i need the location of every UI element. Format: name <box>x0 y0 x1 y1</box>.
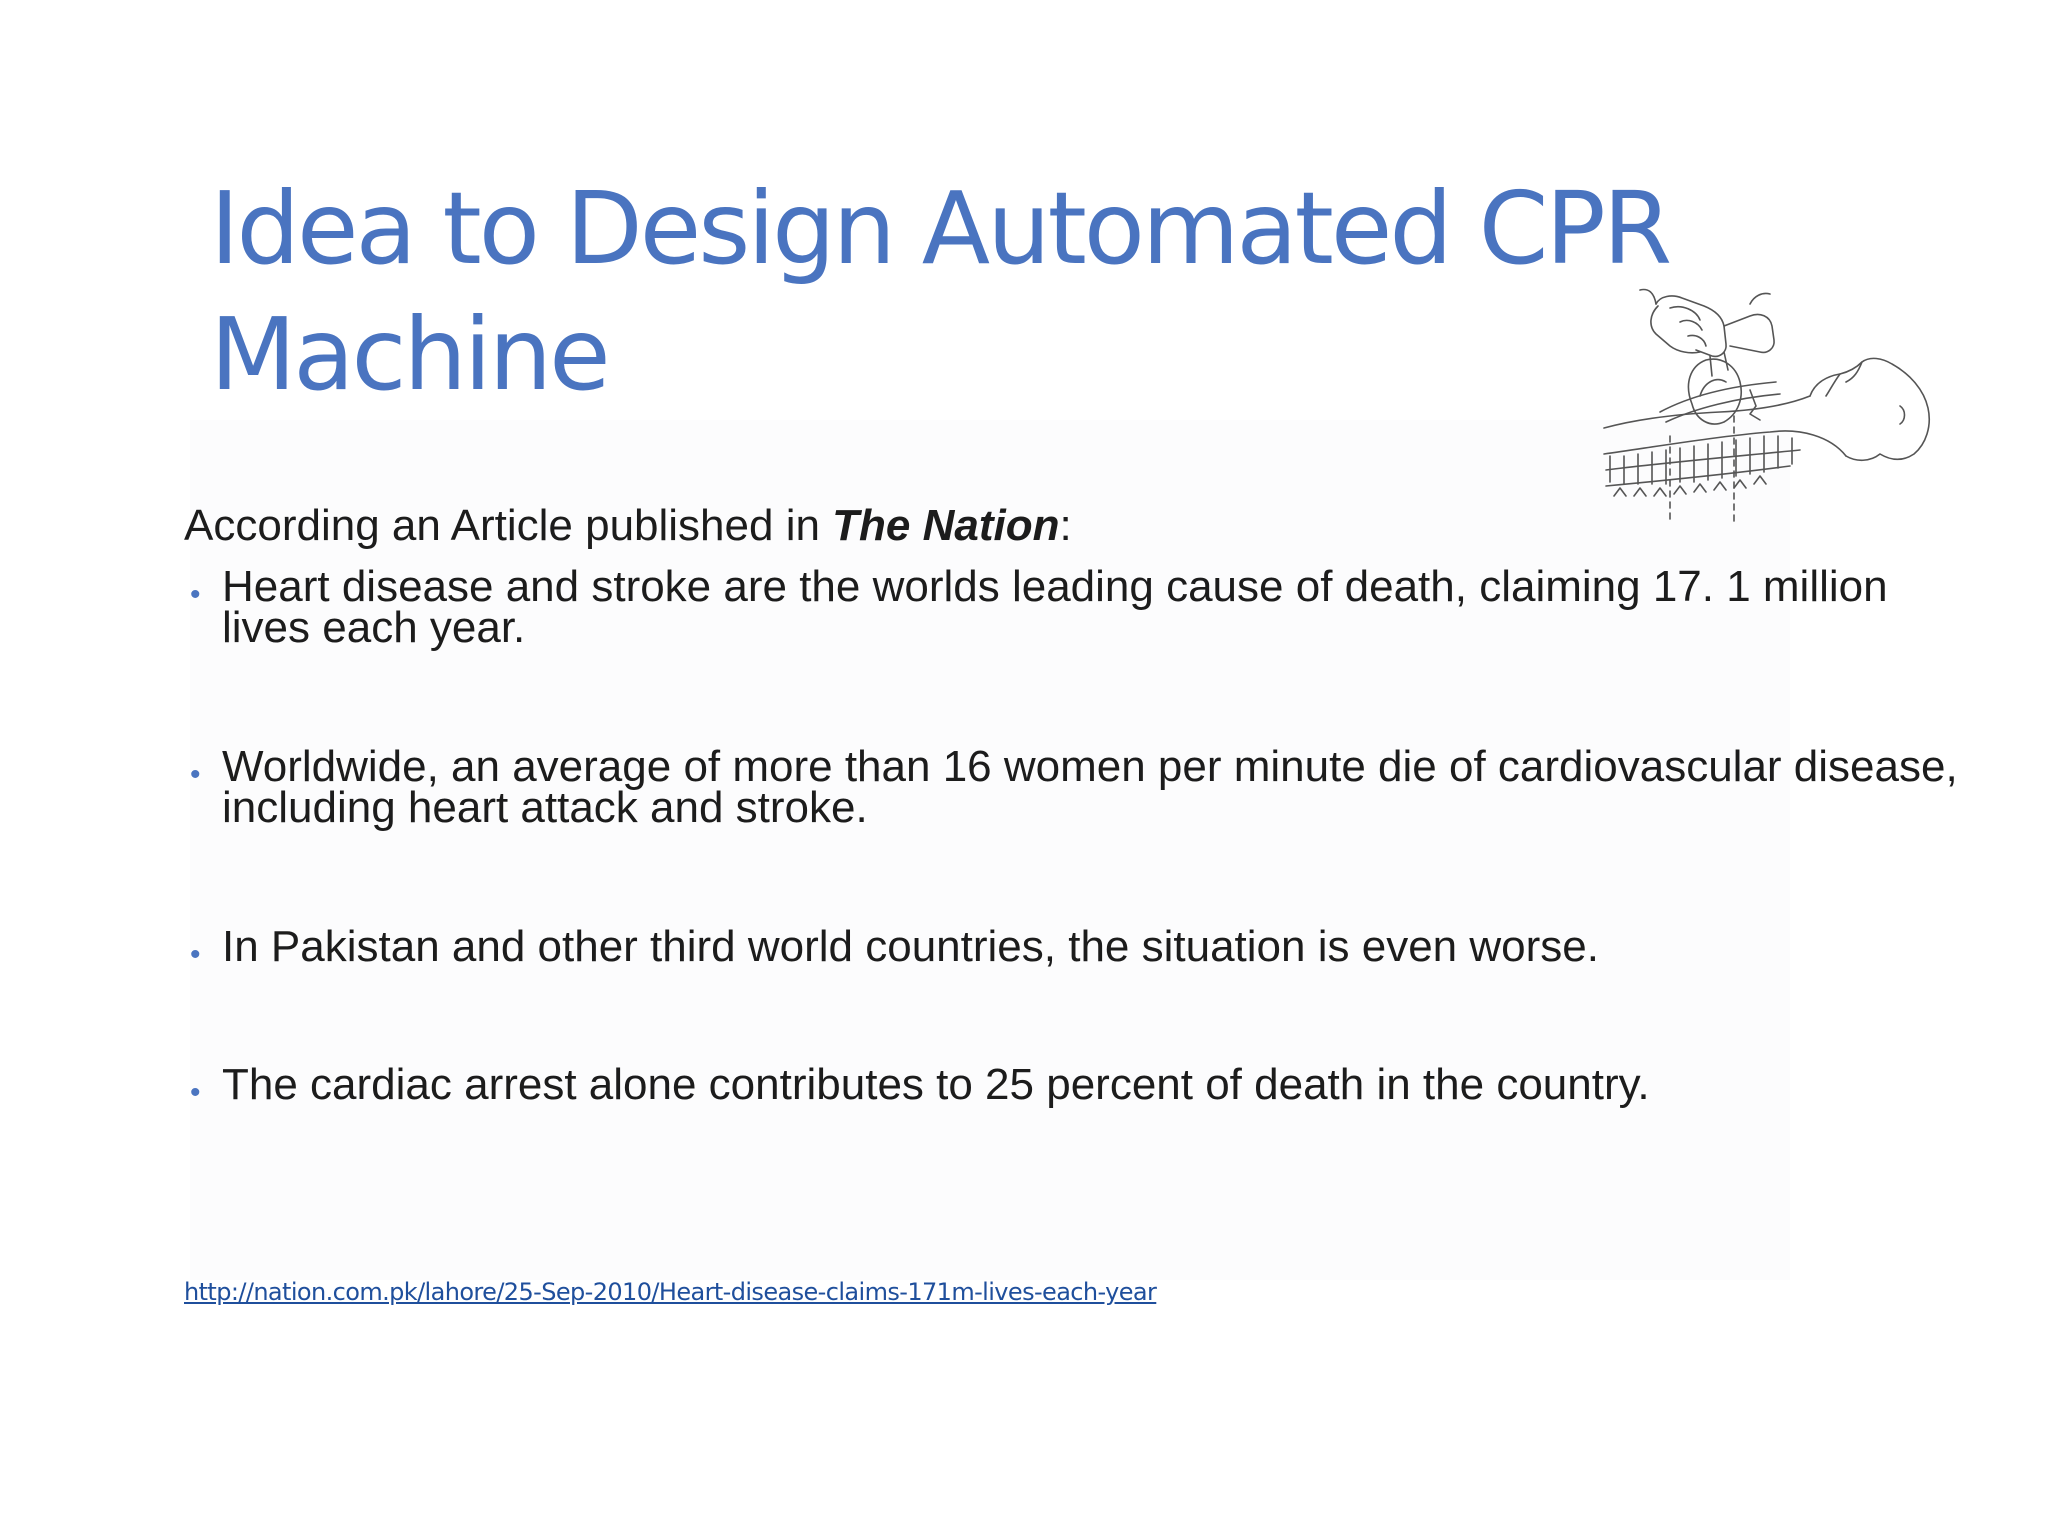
bullet-text: Heart disease and stroke are the worlds leading cause of death, claiming 17. 1 million lives each year. <box>222 562 1888 652</box>
bullet-text: The cardiac arrest alone contributes to 25 percent of death in the country. <box>222 1060 1650 1109</box>
intro-suffix: : <box>1059 501 1072 550</box>
publication-name: The Nation <box>832 501 1060 550</box>
bullet-dot-icon: • <box>190 758 201 791</box>
title-line-2: Machine <box>210 296 608 413</box>
bullet-dot-icon: • <box>190 1076 201 1109</box>
title-line-1: Idea to Design Automated CPR <box>210 170 1670 287</box>
source-link[interactable]: http://nation.com.pk/lahore/25-Sep-2010/Heart-disease-claims-171m-lives-each-year <box>184 1278 1157 1306</box>
bullet-text: Worldwide, an average of more than 16 women per minute die of cardiovascular disease, including heart attack and stroke. <box>222 742 1958 832</box>
bullet-text: In Pakistan and other third world countries, the situation is even worse. <box>222 922 1599 971</box>
bullet-dot-icon: • <box>190 578 201 611</box>
cpr-illustration-icon <box>1600 286 1950 526</box>
slide-title <box>210 166 1710 418</box>
bullet-dot-icon: • <box>190 938 201 971</box>
intro-text <box>184 500 1072 552</box>
intro-prefix: According an Article published in <box>184 501 833 550</box>
